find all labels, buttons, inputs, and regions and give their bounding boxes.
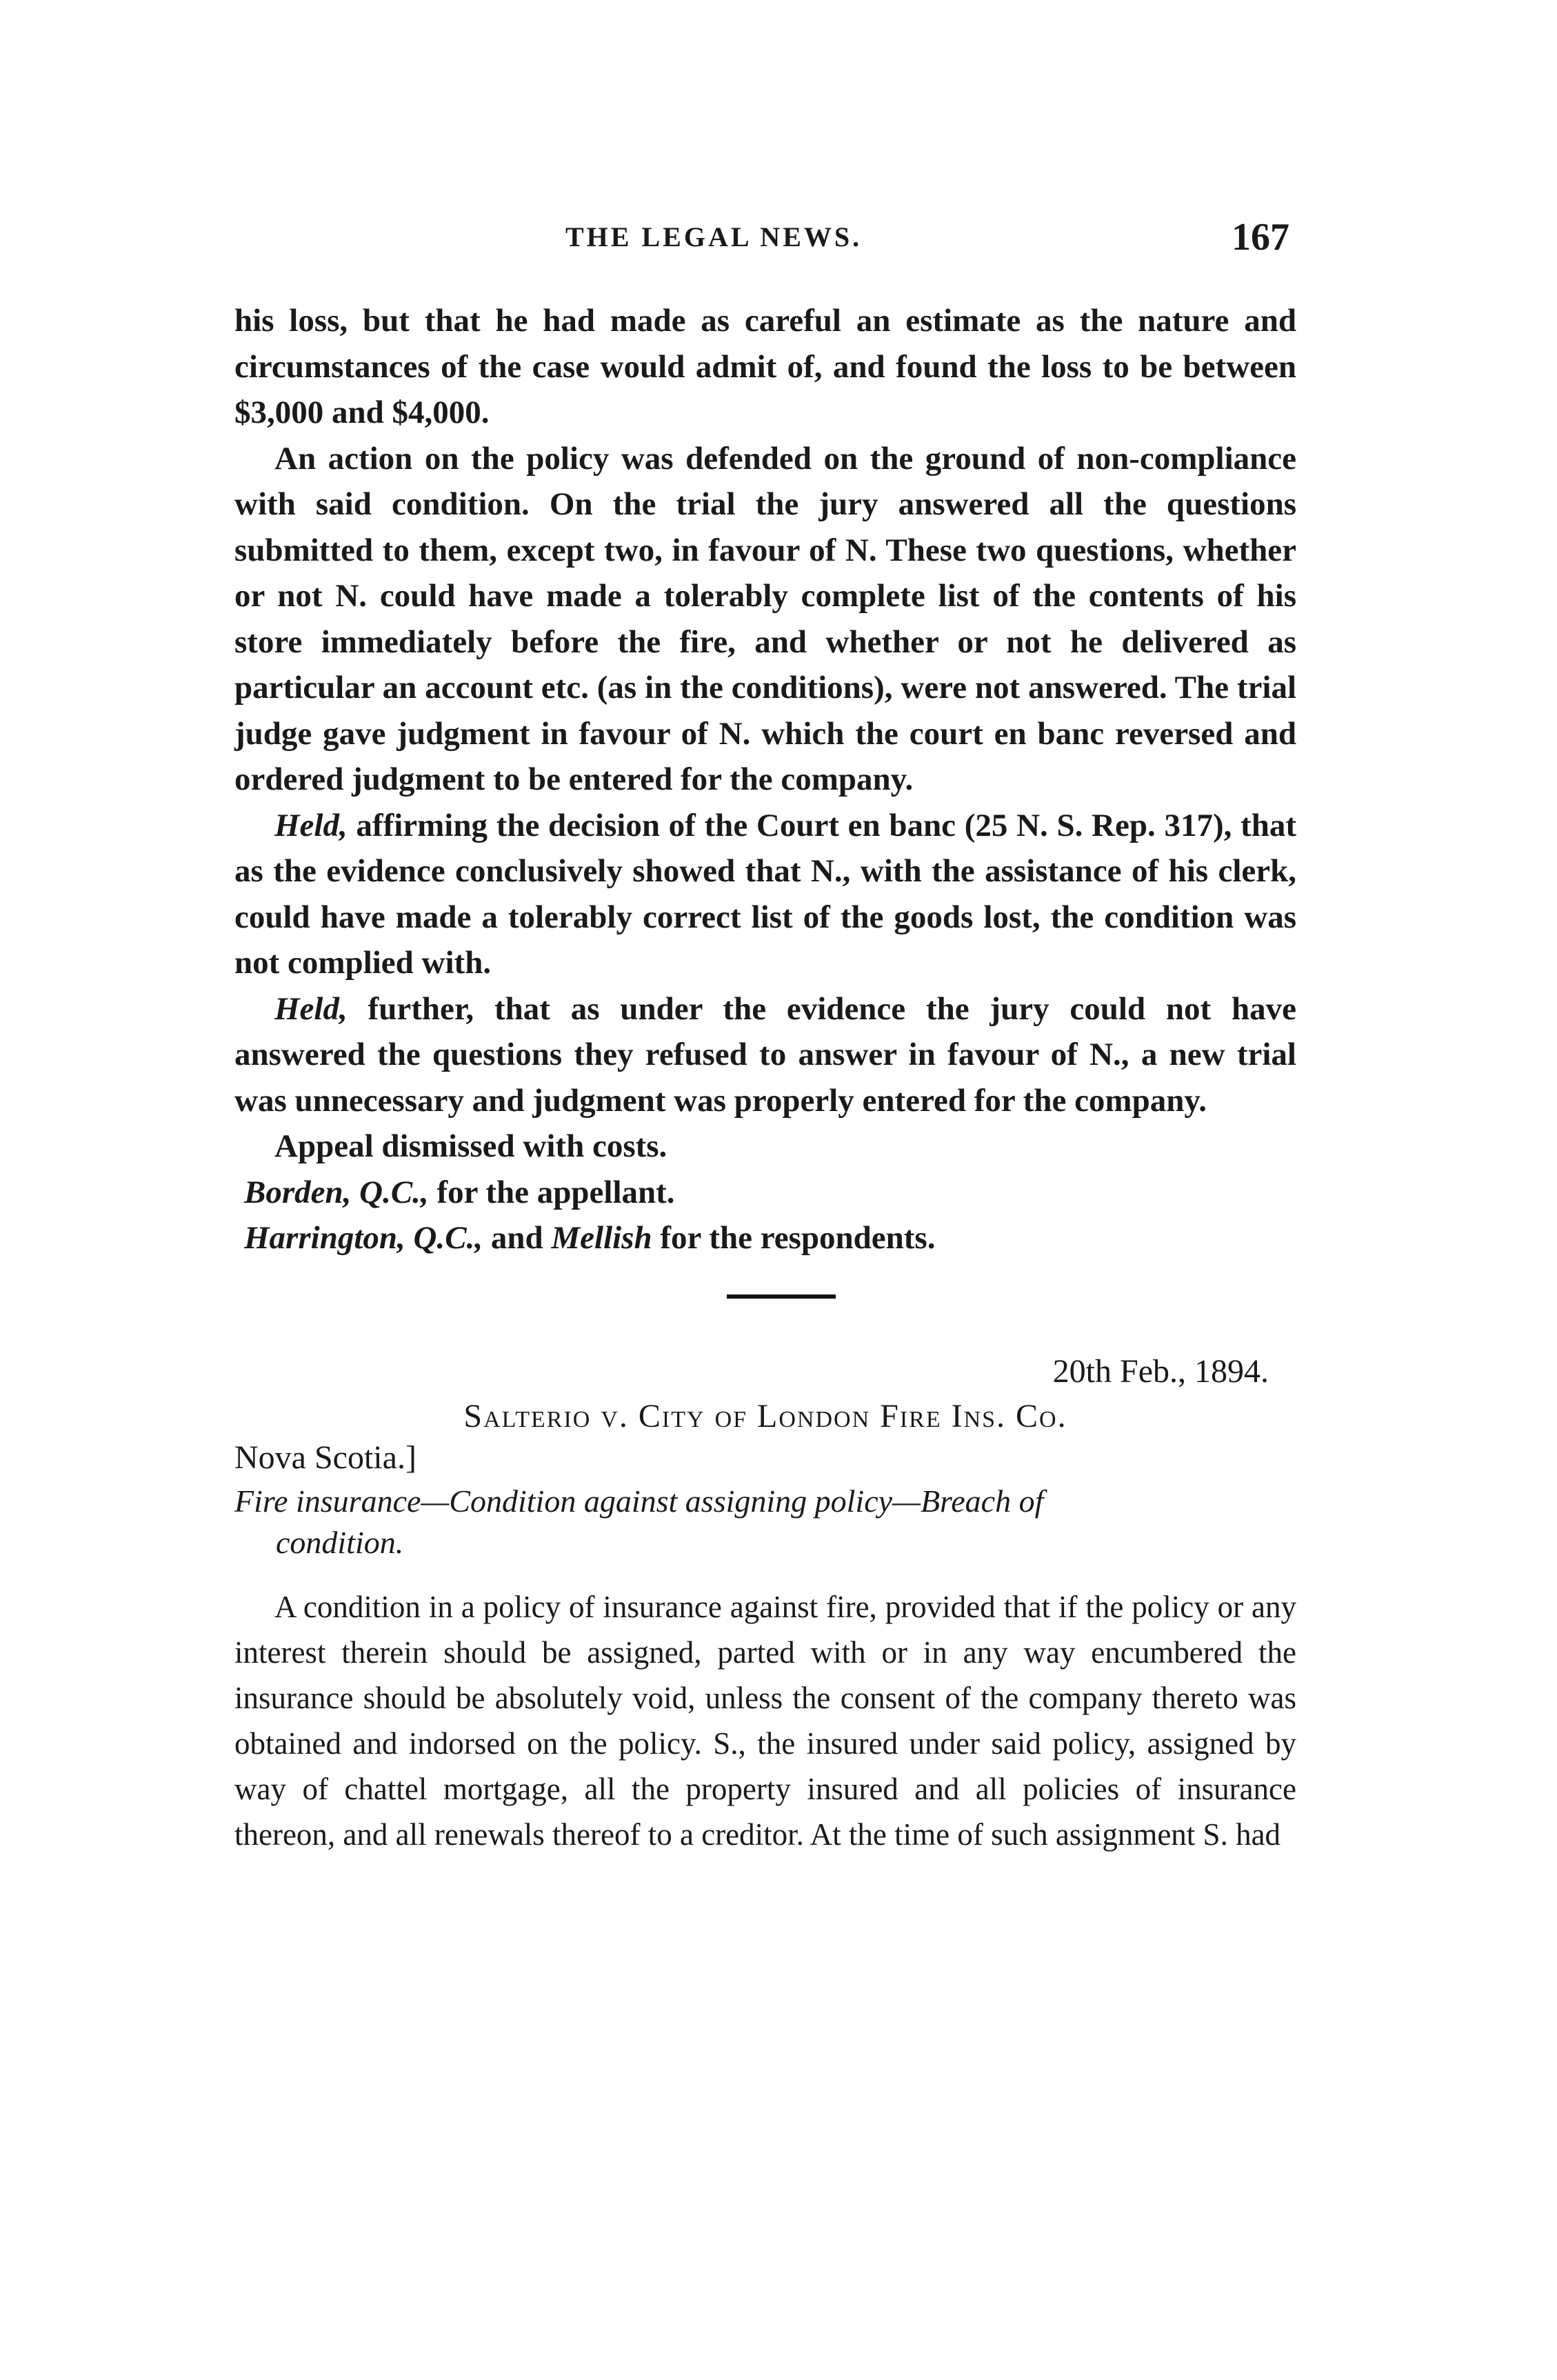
case-title: Salterio v. City of London Fire Ins. Co. <box>463 1397 1067 1434</box>
held-text: affirming the decision of the Court en banc (25 N. S. Rep. 317), that as the evidence conclusively showed that N., with the assistance of his clerk, could have made a tolerably correct list of the goods lost, the condition was not complied with. <box>234 807 1296 981</box>
headnote-line: Fire insurance—Condition against assigning policy—Breach of <box>234 1483 1044 1519</box>
counsel-name: Mellish <box>551 1220 652 1256</box>
counsel-joiner: and <box>483 1220 552 1256</box>
counsel-name: Harrington, Q.C., <box>244 1220 483 1256</box>
counsel-role: for the appellant. <box>428 1174 675 1210</box>
counsel-role: for the respondents. <box>652 1220 936 1256</box>
running-head <box>234 216 1296 262</box>
held-text: further, that as under the evidence the jury could not have answered the questions they refused to answer in favour of N., a new trial was unnecessary and judgment was properly entered for the company. <box>234 990 1296 1119</box>
jurisdiction: Nova Scotia.] <box>234 1439 416 1476</box>
counsel-respondents <box>234 1215 1296 1261</box>
case-1-body <box>234 298 1296 1261</box>
paragraph-facts: An action on the policy was defended on the ground of non-compliance with said condition. On the trial the jury answered all the questions submitted to them, except two, in favour of N. These two questions, whether or not N. could have made a tolerably complete list of the contents of his store immediately before the fire, and whether or not he delivered as particular an account etc. (as in the conditions), were not answered. The trial judge gave judgment in favour of N. which the court en banc reversed and ordered judgment to be entered for the company. <box>234 440 1296 797</box>
paragraph-facts: A condition in a policy of insurance against fire, provided that if the policy or any interest therein should be assigned, parted with or in any way encumbered the insurance should be absolutely void, unless the consent of the company thereto was obtained and indorsed on the policy. S., the insured under said policy, assigned by way of chattel mortgage, all the property insured and all policies of insurance thereon, and all renewals thereof to a creditor. At the time of such assignment S. had <box>234 1589 1296 1852</box>
held-paragraph-1 <box>234 803 1296 986</box>
page-number: 167 <box>1232 216 1289 259</box>
counsel-appellant <box>234 1170 1296 1216</box>
held-label: Held, <box>274 990 348 1027</box>
case-date: 20th Feb., 1894. <box>1052 1352 1269 1390</box>
paragraph-continuation: his loss, but that he had made as careful an estimate as the nature and circumstances of the case would admit of, and found the loss to be between $3,000 and $4,000. <box>234 303 1296 430</box>
section-divider <box>727 1294 836 1299</box>
counsel-name: Borden, Q.C., <box>244 1174 429 1210</box>
held-label: Held, <box>274 807 348 843</box>
page <box>234 216 1296 1857</box>
case-2-body <box>234 1584 1296 1857</box>
headnote-continuation: condition. <box>276 1524 404 1560</box>
held-paragraph-2 <box>234 986 1296 1124</box>
disposition: Appeal dismissed with costs. <box>274 1128 667 1164</box>
journal-title: THE LEGAL NEWS. <box>565 221 863 252</box>
headnote <box>234 1481 1296 1563</box>
